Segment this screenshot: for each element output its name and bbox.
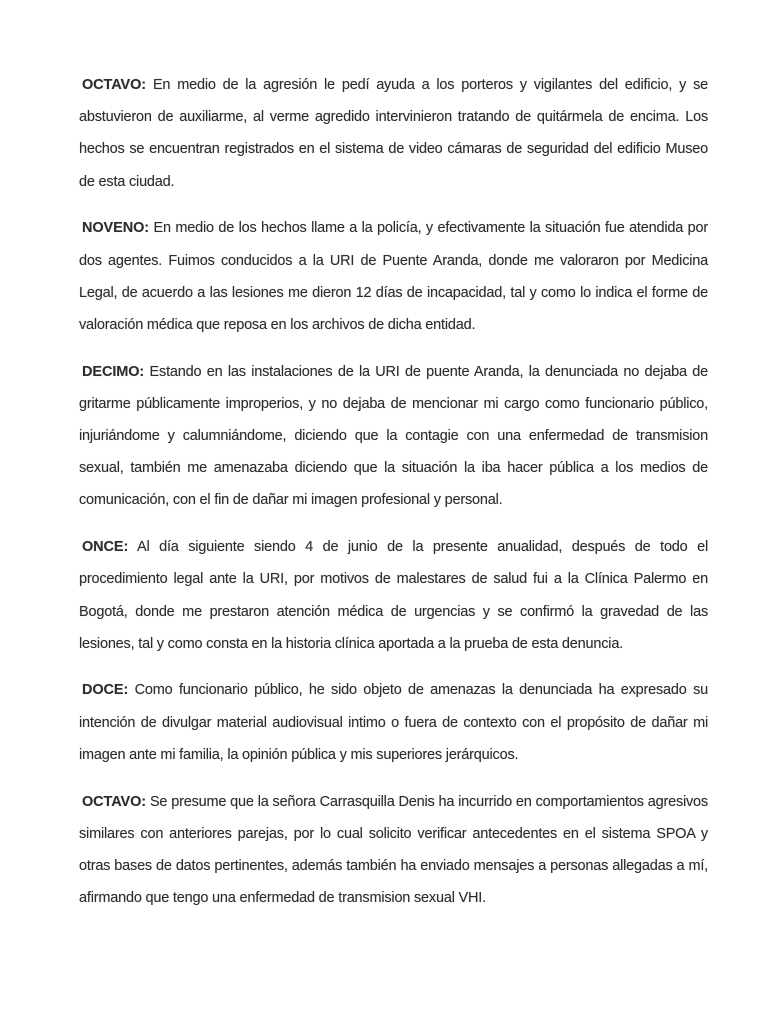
paragraph-text: En medio de los hechos llame a la policía, y efectivamente la situación fue atendida por dos agentes. Fuimos conducidos a la URI de Puente Aranda, donde me valoraron por Medicina Legal, de acuerdo a las lesiones me dieron 12 días de incapacidad, tal y como lo indica el forme de valoración médica que reposa en los archivos de dicha entidad. [79,220,708,333]
paragraph-octavo [79,69,708,198]
paragraph-text: Se presume que la señora Carrasquilla Denis ha incurrido en comportamientos agresivos similares con anteriores parejas, por lo cual solicito verificar antecedentes en el sistema SPOA y otras bases de datos pertinentes, además también ha enviado mensajes a personas allegadas a mí, afirmando que tengo una enfermedad de transmision sexual VHI. [79,793,708,907]
paragraph-noveno [79,212,708,341]
paragraph-text: En medio de la agresión le pedí ayuda a los porteros y vigilantes del edificio, y se abstuvieron de auxiliarme, al verme agredido intervinieron tratando de quitármela de encima. Los hechos se encuentran registrados en el sistema de video cámaras de seguridad del edificio Museo de esta ciudad. [79,77,708,190]
paragraph-decimo [79,356,708,517]
paragraph-text: Estando en las instalaciones de la URI de puente Aranda, la denunciada no dejaba de gritarme públicamente improperios, y no dejaba de mencionar mi cargo como funcionario público, injuriándome y calumniándome, diciendo que la contagie con una enfermedad de transmision sexual, también me amenazaba diciendo que la situación la iba hacer pública a los medios de comunicación, con el fin de dañar mi imagen profesional y personal. [79,363,708,509]
paragraph-label: ONCE: [82,539,129,556]
paragraph-label: DOCE: [82,682,129,699]
paragraph-text: Como funcionario público, he sido objeto de amenazas la denunciada ha expresado su intención de divulgar material audiovisual intimo o fuera de contexto con el propósito de dañar mi imagen ante mi familia, la opinión pública y mis superiores jerárquicos. [79,682,708,763]
paragraph-label: OCTAVO: [82,77,147,93]
paragraph-once [79,531,708,660]
paragraph-text: Al día siguiente siendo 4 de junio de la presente anualidad, después de todo el procedimiento legal ante la URI, por motivos de malestares de salud fui a la Clínica Palermo en Bogotá, donde me prestaron atención médica de urgencias y se confirmó la gravedad de las lesiones, tal y como consta en la historia clínica aportada a la prueba de esta denuncia. [79,539,708,652]
paragraph-label: NOVENO: [82,220,149,237]
paragraph-label: OCTAVO: [82,793,147,810]
paragraph-octavo-2 [79,786,708,915]
paragraph-label: DECIMO: [82,363,145,380]
paragraph-doce [79,674,708,771]
